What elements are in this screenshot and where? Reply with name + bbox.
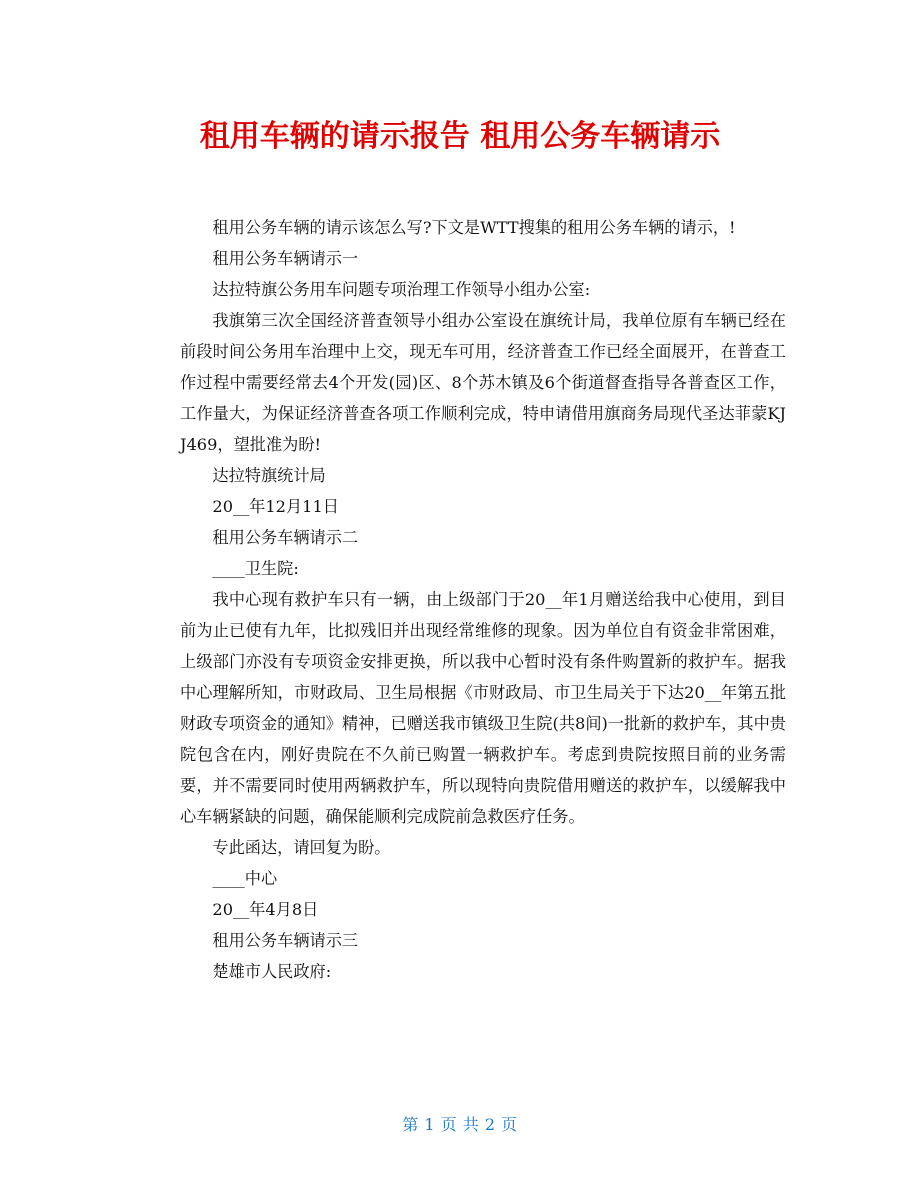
closing-2: 专此函达，请回复为盼。: [212, 838, 391, 857]
date-2: 20__年4月8日: [212, 900, 319, 919]
paragraph-body-2: 我中心现有救护车只有一辆，由上级部门于20__年1月赠送给我中心使用，到目前为止已使有九年，比拟残旧并出现经常维修的现象。因为单位自有资金非常困难，上级部门亦没有专项资金安排更换，所以我中心暂时没有条件购置新的救护车。据我中心理解所知，市财政局、卫生局根据《市财政局、市卫生局关于下达20__年第五批财政专项资金的通知》精神，已赠送我市镇级卫生院(共8间)一批新的救护车，其中贵院包含在内，刚好贵院在不久前已购置一辆救护车。考虑到贵院按照目前的业务需要，并不需要同时使用两辆救护车，所以现特向贵院借用赠送的救护车，以缓解我中心车辆紧缺的问题，确保能顺利完成院前急救医疗任务。: [180, 590, 786, 826]
page-number-footer: 第 1 页 共 2 页: [402, 1115, 518, 1134]
salutation-2: ____卫生院:: [212, 559, 299, 578]
section-heading-1: 租用公务车辆请示一: [212, 249, 359, 268]
salutation-3: 楚雄市人民政府:: [212, 962, 332, 981]
signature-2: ____中心: [212, 869, 278, 888]
paragraph-intro: 租用公务车辆的请示该怎么写?下文是WTT搜集的租用公务车辆的请示，!: [212, 218, 736, 237]
document-title: 租用车辆的请示报告 租用公务车辆请示: [199, 119, 721, 154]
document-body: [180, 212, 786, 987]
salutation-1: 达拉特旗公务用车问题专项治理工作领导小组办公室:: [212, 280, 591, 299]
section-heading-2: 租用公务车辆请示二: [212, 528, 359, 547]
section-heading-3: 租用公务车辆请示三: [212, 931, 359, 950]
date-1: 20__年12月11日: [212, 497, 339, 516]
paragraph-body-1: 我旗第三次全国经济普查领导小组办公室设在旗统计局，我单位原有车辆已经在前段时间公务用车治理中上交，现无车可用，经济普查工作已经全面展开，在普查工作过程中需要经常去4个开发(园)区、8个苏木镇及6个街道督查指导各普查区工作，工作量大，为保证经济普查各项工作顺利完成，特申请借用旗商务局现代圣达菲蒙KJJ469，望批准为盼!: [180, 311, 786, 454]
signature-1: 达拉特旗统计局: [212, 466, 326, 485]
